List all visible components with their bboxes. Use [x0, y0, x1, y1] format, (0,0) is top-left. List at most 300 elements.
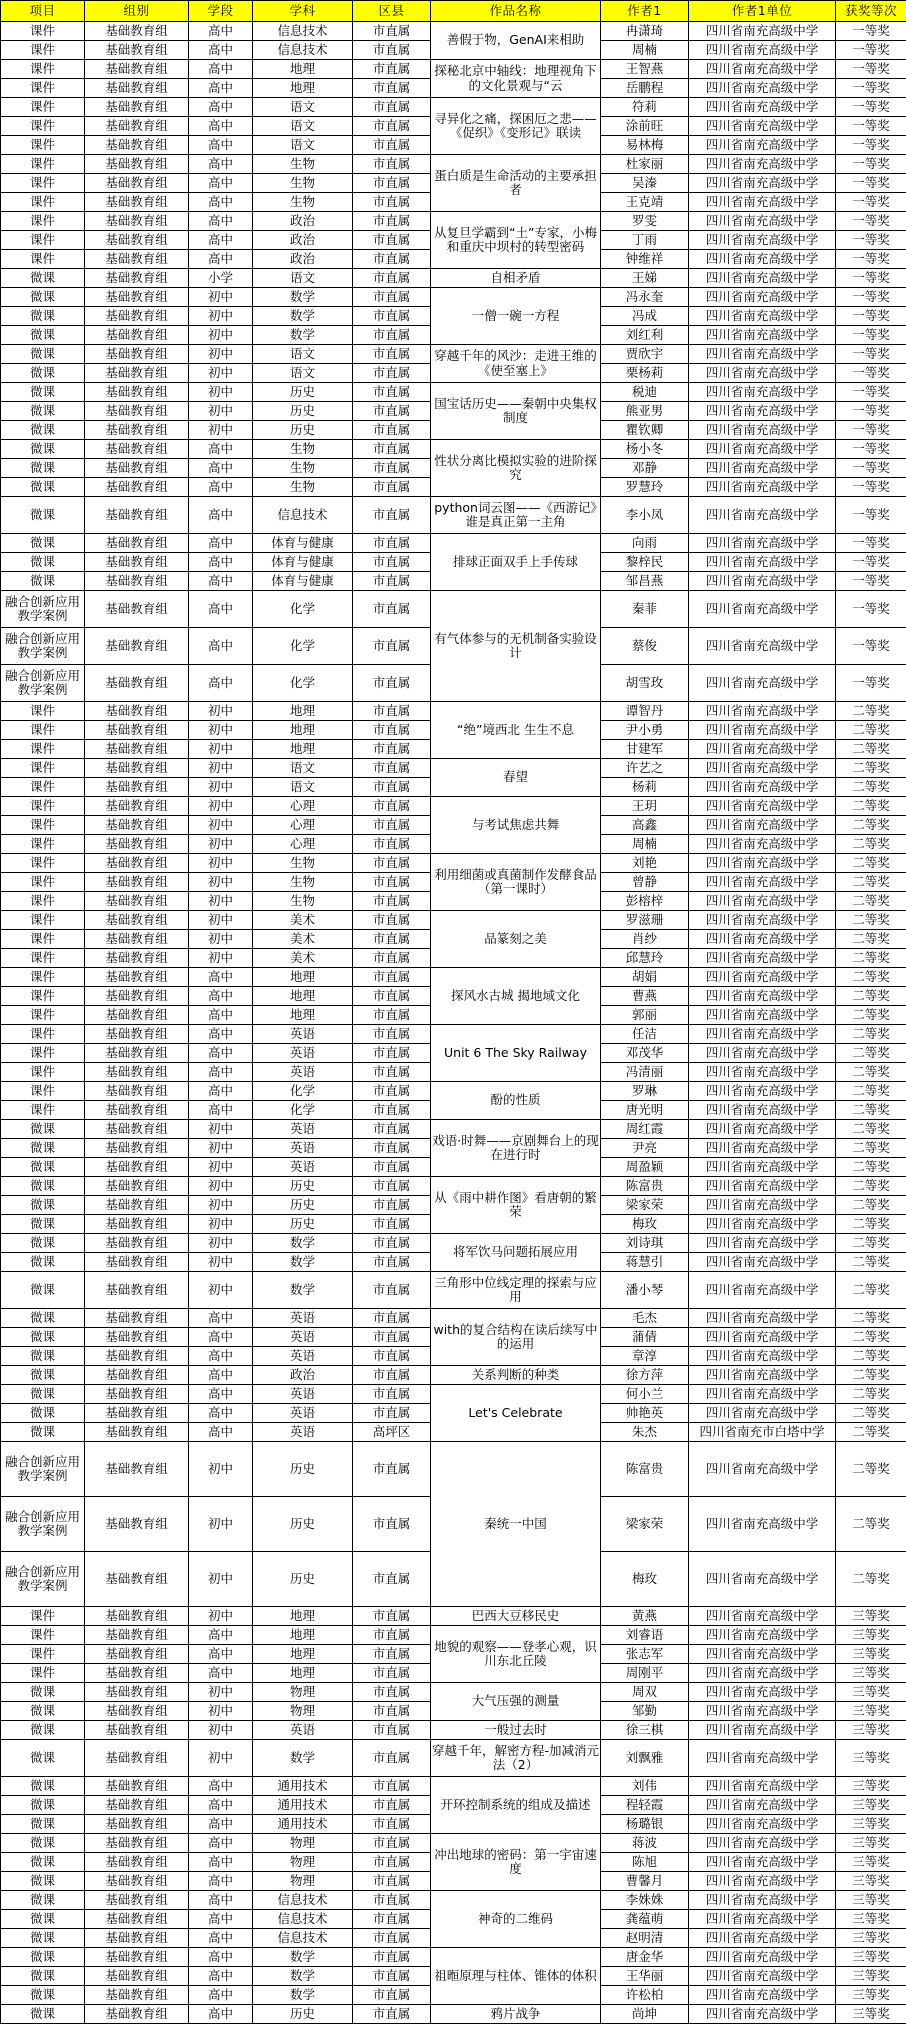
cell-unit[interactable]: 四川省南充高级中学: [689, 797, 836, 816]
table-row[interactable]: [1, 440, 906, 459]
cell-award[interactable]: 二等奖: [836, 911, 906, 930]
cell-project[interactable]: 课件: [1, 60, 85, 79]
cell-author[interactable]: 梅玫: [601, 1552, 689, 1607]
cell-group[interactable]: 基础教育组: [85, 1683, 189, 1702]
cell-author[interactable]: 符莉: [601, 98, 689, 117]
cell-district[interactable]: 市直属: [353, 835, 431, 854]
cell-stage[interactable]: 高中: [189, 1967, 253, 1986]
cell-author[interactable]: 王娣: [601, 269, 689, 288]
cell-subject[interactable]: 英语: [253, 1347, 353, 1366]
table-row[interactable]: [1, 1025, 906, 1044]
cell-author[interactable]: 梁家荣: [601, 1196, 689, 1215]
cell-project[interactable]: 微课: [1, 1815, 85, 1834]
cell-project[interactable]: 微课: [1, 364, 85, 383]
cell-project[interactable]: 微课: [1, 1309, 85, 1328]
cell-unit[interactable]: 四川省南充高级中学: [689, 1025, 836, 1044]
cell-stage[interactable]: 高中: [189, 1910, 253, 1929]
cell-author[interactable]: 周刚平: [601, 1664, 689, 1683]
table-row[interactable]: [1, 22, 906, 41]
cell-author[interactable]: 唐光明: [601, 1101, 689, 1120]
cell-district[interactable]: 市直属: [353, 1006, 431, 1025]
cell-award[interactable]: 二等奖: [836, 1309, 906, 1328]
cell-group[interactable]: 基础教育组: [85, 1215, 189, 1234]
cell-work-title[interactable]: 寻异化之痛，探困厄之悲——《促织》《变形记》联读: [431, 98, 601, 155]
cell-project[interactable]: 微课: [1, 1215, 85, 1234]
cell-project[interactable]: 课件: [1, 79, 85, 98]
cell-group[interactable]: 基础教育组: [85, 402, 189, 421]
cell-subject[interactable]: 英语: [253, 1044, 353, 1063]
cell-stage[interactable]: 高中: [189, 117, 253, 136]
cell-group[interactable]: 基础教育组: [85, 117, 189, 136]
cell-author[interactable]: 罗滋珊: [601, 911, 689, 930]
cell-unit[interactable]: 四川省南充高级中学: [689, 1740, 836, 1777]
cell-award[interactable]: 一等奖: [836, 155, 906, 174]
cell-stage[interactable]: 初中: [189, 1702, 253, 1721]
cell-group[interactable]: 基础教育组: [85, 1721, 189, 1740]
cell-work-title[interactable]: 秦统一中国: [431, 1442, 601, 1607]
cell-author[interactable]: 胡娟: [601, 968, 689, 987]
cell-project[interactable]: 微课: [1, 1796, 85, 1815]
cell-subject[interactable]: 生物: [253, 193, 353, 212]
cell-district[interactable]: 市直属: [353, 345, 431, 364]
cell-group[interactable]: 基础教育组: [85, 231, 189, 250]
cell-district[interactable]: 市直属: [353, 79, 431, 98]
cell-project[interactable]: 课件: [1, 231, 85, 250]
cell-project[interactable]: 微课: [1, 326, 85, 345]
cell-author[interactable]: 任洁: [601, 1025, 689, 1044]
table-row[interactable]: [1, 759, 906, 778]
cell-unit[interactable]: 四川省南充高级中学: [689, 1910, 836, 1929]
cell-group[interactable]: 基础教育组: [85, 1664, 189, 1683]
cell-unit[interactable]: 四川省南充高级中学: [689, 534, 836, 553]
cell-unit[interactable]: 四川省南充高级中学: [689, 1891, 836, 1910]
cell-group[interactable]: 基础教育组: [85, 1120, 189, 1139]
cell-subject[interactable]: 历史: [253, 1442, 353, 1497]
cell-group[interactable]: 基础教育组: [85, 1815, 189, 1834]
cell-project[interactable]: 课件: [1, 1645, 85, 1664]
cell-unit[interactable]: 四川省南充高级中学: [689, 778, 836, 797]
cell-stage[interactable]: 高中: [189, 60, 253, 79]
cell-author[interactable]: 曾静: [601, 873, 689, 892]
cell-stage[interactable]: 初中: [189, 1177, 253, 1196]
cell-award[interactable]: 三等奖: [836, 1721, 906, 1740]
cell-stage[interactable]: 高中: [189, 459, 253, 478]
cell-award[interactable]: 二等奖: [836, 987, 906, 1006]
table-row[interactable]: [1, 345, 906, 364]
table-row[interactable]: [1, 702, 906, 721]
cell-group[interactable]: 基础教育组: [85, 759, 189, 778]
cell-project[interactable]: 微课: [1, 1948, 85, 1967]
cell-subject[interactable]: 生物: [253, 459, 353, 478]
cell-author[interactable]: 梅玫: [601, 1215, 689, 1234]
cell-project[interactable]: 微课: [1, 2005, 85, 2024]
cell-district[interactable]: 市直属: [353, 269, 431, 288]
cell-award[interactable]: 二等奖: [836, 1442, 906, 1497]
cell-project[interactable]: 课件: [1, 22, 85, 41]
cell-unit[interactable]: 四川省南充高级中学: [689, 60, 836, 79]
cell-district[interactable]: 市直属: [353, 759, 431, 778]
cell-project[interactable]: 微课: [1, 1834, 85, 1853]
cell-stage[interactable]: 高中: [189, 1404, 253, 1423]
cell-unit[interactable]: 四川省南充高级中学: [689, 402, 836, 421]
cell-author[interactable]: 王华丽: [601, 1967, 689, 1986]
cell-project[interactable]: 微课: [1, 1872, 85, 1891]
table-row[interactable]: [1, 854, 906, 873]
cell-work-title[interactable]: 探风水古城 揭地域文化: [431, 968, 601, 1025]
cell-stage[interactable]: 高中: [189, 1948, 253, 1967]
cell-project[interactable]: 课件: [1, 1664, 85, 1683]
cell-stage[interactable]: 高中: [189, 1063, 253, 1082]
cell-award[interactable]: 一等奖: [836, 459, 906, 478]
cell-award[interactable]: 一等奖: [836, 193, 906, 212]
cell-award[interactable]: 二等奖: [836, 1006, 906, 1025]
cell-subject[interactable]: 语文: [253, 136, 353, 155]
cell-stage[interactable]: 高中: [189, 440, 253, 459]
cell-subject[interactable]: 信息技术: [253, 1929, 353, 1948]
cell-district[interactable]: 市直属: [353, 873, 431, 892]
cell-district[interactable]: 市直属: [353, 60, 431, 79]
cell-work-title[interactable]: 大气压强的测量: [431, 1683, 601, 1721]
cell-subject[interactable]: 地理: [253, 987, 353, 1006]
cell-award[interactable]: 一等奖: [836, 174, 906, 193]
cell-work-title[interactable]: 从《雨中耕作图》看唐朝的繁荣: [431, 1177, 601, 1234]
column-header-8[interactable]: 获奖等次: [836, 1, 906, 22]
cell-district[interactable]: 市直属: [353, 628, 431, 665]
cell-project[interactable]: 课件: [1, 117, 85, 136]
cell-award[interactable]: 一等奖: [836, 79, 906, 98]
cell-award[interactable]: 一等奖: [836, 402, 906, 421]
cell-subject[interactable]: 心理: [253, 835, 353, 854]
cell-group[interactable]: 基础教育组: [85, 1796, 189, 1815]
table-row[interactable]: [1, 1272, 906, 1309]
cell-author[interactable]: 蒋慧引: [601, 1253, 689, 1272]
cell-district[interactable]: 市直属: [353, 231, 431, 250]
cell-group[interactable]: 基础教育组: [85, 1872, 189, 1891]
cell-district[interactable]: 市直属: [353, 1777, 431, 1796]
cell-district[interactable]: 市直属: [353, 1834, 431, 1853]
cell-subject[interactable]: 数学: [253, 1234, 353, 1253]
cell-award[interactable]: 一等奖: [836, 665, 906, 702]
cell-group[interactable]: 基础教育组: [85, 307, 189, 326]
cell-group[interactable]: 基础教育组: [85, 1986, 189, 2005]
cell-author[interactable]: 吴溱: [601, 174, 689, 193]
cell-subject[interactable]: 政治: [253, 250, 353, 269]
cell-district[interactable]: 市直属: [353, 778, 431, 797]
cell-award[interactable]: 三等奖: [836, 1815, 906, 1834]
cell-award[interactable]: 二等奖: [836, 1366, 906, 1385]
table-row[interactable]: [1, 1777, 906, 1796]
cell-subject[interactable]: 通用技术: [253, 1815, 353, 1834]
cell-unit[interactable]: 四川省南充高级中学: [689, 1721, 836, 1740]
cell-stage[interactable]: 小学: [189, 269, 253, 288]
cell-project[interactable]: 微课: [1, 421, 85, 440]
cell-author[interactable]: 秦菲: [601, 591, 689, 628]
cell-unit[interactable]: 四川省南充高级中学: [689, 702, 836, 721]
cell-stage[interactable]: 初中: [189, 1139, 253, 1158]
cell-unit[interactable]: 四川省南充高级中学: [689, 1815, 836, 1834]
cell-subject[interactable]: 地理: [253, 79, 353, 98]
cell-stage[interactable]: 高中: [189, 41, 253, 60]
cell-author[interactable]: 丁雨: [601, 231, 689, 250]
cell-award[interactable]: 二等奖: [836, 1347, 906, 1366]
cell-group[interactable]: 基础教育组: [85, 835, 189, 854]
cell-stage[interactable]: 高中: [189, 1929, 253, 1948]
cell-subject[interactable]: 数学: [253, 288, 353, 307]
cell-award[interactable]: 二等奖: [836, 1196, 906, 1215]
cell-group[interactable]: 基础教育组: [85, 459, 189, 478]
cell-group[interactable]: 基础教育组: [85, 79, 189, 98]
cell-unit[interactable]: 四川省南充高级中学: [689, 2005, 836, 2024]
cell-work-title[interactable]: 将军饮马问题拓展应用: [431, 1234, 601, 1272]
cell-stage[interactable]: 高中: [189, 22, 253, 41]
cell-author[interactable]: 杨莉: [601, 778, 689, 797]
cell-district[interactable]: 市直属: [353, 702, 431, 721]
cell-subject[interactable]: 历史: [253, 1215, 353, 1234]
cell-award[interactable]: 二等奖: [836, 892, 906, 911]
cell-stage[interactable]: 高中: [189, 1366, 253, 1385]
cell-stage[interactable]: 初中: [189, 1552, 253, 1607]
cell-unit[interactable]: 四川省南充高级中学: [689, 1702, 836, 1721]
cell-subject[interactable]: 地理: [253, 1006, 353, 1025]
cell-group[interactable]: 基础教育组: [85, 1006, 189, 1025]
cell-district[interactable]: 市直属: [353, 1664, 431, 1683]
table-row[interactable]: [1, 797, 906, 816]
cell-unit[interactable]: 四川省南充高级中学: [689, 117, 836, 136]
cell-project[interactable]: 微课: [1, 459, 85, 478]
cell-stage[interactable]: 高中: [189, 155, 253, 174]
cell-award[interactable]: 一等奖: [836, 250, 906, 269]
cell-district[interactable]: 市直属: [353, 402, 431, 421]
cell-award[interactable]: 一等奖: [836, 117, 906, 136]
cell-project[interactable]: 课件: [1, 987, 85, 1006]
cell-author[interactable]: 邹昌燕: [601, 572, 689, 591]
cell-group[interactable]: 基础教育组: [85, 1177, 189, 1196]
cell-author[interactable]: 彭榕梓: [601, 892, 689, 911]
table-row[interactable]: [1, 968, 906, 987]
cell-group[interactable]: 基础教育组: [85, 345, 189, 364]
cell-stage[interactable]: 高中: [189, 1044, 253, 1063]
cell-district[interactable]: 市直属: [353, 478, 431, 497]
cell-unit[interactable]: 四川省南充高级中学: [689, 250, 836, 269]
cell-award[interactable]: 一等奖: [836, 231, 906, 250]
cell-district[interactable]: 市直属: [353, 1177, 431, 1196]
cell-author[interactable]: 黄燕: [601, 1607, 689, 1626]
cell-stage[interactable]: 初中: [189, 364, 253, 383]
cell-project[interactable]: 课件: [1, 702, 85, 721]
cell-group[interactable]: 基础教育组: [85, 155, 189, 174]
cell-subject[interactable]: 数学: [253, 1740, 353, 1777]
cell-subject[interactable]: 生物: [253, 440, 353, 459]
cell-award[interactable]: 二等奖: [836, 797, 906, 816]
cell-stage[interactable]: 高中: [189, 1853, 253, 1872]
cell-district[interactable]: 市直属: [353, 2005, 431, 2024]
table-row[interactable]: [1, 1385, 906, 1404]
cell-award[interactable]: 一等奖: [836, 421, 906, 440]
cell-author[interactable]: 甘建军: [601, 740, 689, 759]
cell-district[interactable]: 市直属: [353, 553, 431, 572]
cell-group[interactable]: 基础教育组: [85, 326, 189, 345]
cell-project[interactable]: 微课: [1, 1721, 85, 1740]
cell-project[interactable]: 微课: [1, 1272, 85, 1309]
cell-subject[interactable]: 历史: [253, 1177, 353, 1196]
cell-stage[interactable]: 初中: [189, 421, 253, 440]
table-row[interactable]: [1, 1721, 906, 1740]
cell-author[interactable]: 涂前旺: [601, 117, 689, 136]
cell-author[interactable]: 黎梓民: [601, 553, 689, 572]
cell-award[interactable]: 二等奖: [836, 816, 906, 835]
cell-unit[interactable]: 四川省南充高级中学: [689, 1006, 836, 1025]
cell-project[interactable]: 融合创新应用教学案例: [1, 1497, 85, 1552]
table-row[interactable]: [1, 98, 906, 117]
cell-district[interactable]: 市直属: [353, 1910, 431, 1929]
cell-district[interactable]: 市直属: [353, 1063, 431, 1082]
cell-subject[interactable]: 地理: [253, 740, 353, 759]
cell-unit[interactable]: 四川省南充高级中学: [689, 212, 836, 231]
cell-award[interactable]: 三等奖: [836, 1740, 906, 1777]
cell-stage[interactable]: 初中: [189, 1234, 253, 1253]
cell-author[interactable]: 徐三棋: [601, 1721, 689, 1740]
cell-award[interactable]: 一等奖: [836, 326, 906, 345]
table-row[interactable]: [1, 1626, 906, 1645]
cell-group[interactable]: 基础教育组: [85, 478, 189, 497]
cell-subject[interactable]: 物理: [253, 1834, 353, 1853]
cell-work-title[interactable]: 开环控制系统的组成及描述: [431, 1777, 601, 1834]
cell-district[interactable]: 市直属: [353, 721, 431, 740]
cell-unit[interactable]: 四川省南充高级中学: [689, 1948, 836, 1967]
cell-award[interactable]: 二等奖: [836, 1044, 906, 1063]
cell-district[interactable]: 市直属: [353, 1366, 431, 1385]
table-row[interactable]: [1, 1234, 906, 1253]
cell-project[interactable]: 微课: [1, 1986, 85, 2005]
cell-stage[interactable]: 高中: [189, 1815, 253, 1834]
cell-author[interactable]: 王智燕: [601, 60, 689, 79]
cell-unit[interactable]: 四川省南充高级中学: [689, 759, 836, 778]
cell-district[interactable]: 市直属: [353, 930, 431, 949]
cell-group[interactable]: 基础教育组: [85, 740, 189, 759]
cell-stage[interactable]: 初中: [189, 1442, 253, 1497]
cell-district[interactable]: 市直属: [353, 591, 431, 628]
cell-unit[interactable]: 四川省南充高级中学: [689, 816, 836, 835]
cell-subject[interactable]: 语文: [253, 269, 353, 288]
cell-stage[interactable]: 高中: [189, 1834, 253, 1853]
cell-group[interactable]: 基础教育组: [85, 1309, 189, 1328]
cell-project[interactable]: 课件: [1, 740, 85, 759]
cell-work-title[interactable]: 穿越千年的风沙：走进王维的《使至塞上》: [431, 345, 601, 383]
cell-district[interactable]: 市直属: [353, 987, 431, 1006]
cell-project[interactable]: 融合创新应用教学案例: [1, 665, 85, 702]
cell-subject[interactable]: 历史: [253, 421, 353, 440]
cell-stage[interactable]: 高中: [189, 193, 253, 212]
cell-stage[interactable]: 高中: [189, 478, 253, 497]
cell-work-title[interactable]: 关系判断的种类: [431, 1366, 601, 1385]
cell-award[interactable]: 二等奖: [836, 1234, 906, 1253]
cell-project[interactable]: 课件: [1, 778, 85, 797]
cell-stage[interactable]: 高中: [189, 1101, 253, 1120]
cell-stage[interactable]: 初中: [189, 307, 253, 326]
cell-subject[interactable]: 政治: [253, 1366, 353, 1385]
cell-stage[interactable]: 高中: [189, 1664, 253, 1683]
cell-district[interactable]: 市直属: [353, 136, 431, 155]
cell-group[interactable]: 基础教育组: [85, 1626, 189, 1645]
cell-district[interactable]: 市直属: [353, 1385, 431, 1404]
cell-award[interactable]: 三等奖: [836, 1986, 906, 2005]
cell-unit[interactable]: 四川省南充高级中学: [689, 1177, 836, 1196]
table-row[interactable]: [1, 497, 906, 534]
cell-stage[interactable]: 初中: [189, 1607, 253, 1626]
cell-group[interactable]: 基础教育组: [85, 1101, 189, 1120]
cell-unit[interactable]: 四川省南充高级中学: [689, 79, 836, 98]
cell-author[interactable]: 刘睿语: [601, 1626, 689, 1645]
cell-unit[interactable]: 四川省南充市白塔中学: [689, 1423, 836, 1442]
cell-group[interactable]: 基础教育组: [85, 553, 189, 572]
cell-project[interactable]: 微课: [1, 1404, 85, 1423]
cell-subject[interactable]: 英语: [253, 1158, 353, 1177]
cell-project[interactable]: 课件: [1, 911, 85, 930]
cell-project[interactable]: 微课: [1, 1177, 85, 1196]
cell-author[interactable]: 冉潇琦: [601, 22, 689, 41]
cell-unit[interactable]: 四川省南充高级中学: [689, 1120, 836, 1139]
cell-subject[interactable]: 英语: [253, 1404, 353, 1423]
cell-subject[interactable]: 生物: [253, 873, 353, 892]
column-header-2[interactable]: 学段: [189, 1, 253, 22]
cell-author[interactable]: 易林梅: [601, 136, 689, 155]
cell-project[interactable]: 微课: [1, 1120, 85, 1139]
cell-award[interactable]: 三等奖: [836, 1834, 906, 1853]
cell-work-title[interactable]: 自相矛盾: [431, 269, 601, 288]
cell-group[interactable]: 基础教育组: [85, 174, 189, 193]
cell-author[interactable]: 陈富贵: [601, 1442, 689, 1497]
cell-subject[interactable]: 信息技术: [253, 1910, 353, 1929]
cell-project[interactable]: 微课: [1, 553, 85, 572]
cell-stage[interactable]: 初中: [189, 930, 253, 949]
cell-project[interactable]: 微课: [1, 1702, 85, 1721]
cell-work-title[interactable]: “绝”境西北 生生不息: [431, 702, 601, 759]
cell-subject[interactable]: 地理: [253, 968, 353, 987]
cell-stage[interactable]: 初中: [189, 402, 253, 421]
cell-district[interactable]: 市直属: [353, 1929, 431, 1948]
cell-district[interactable]: 市直属: [353, 41, 431, 60]
cell-group[interactable]: 基础教育组: [85, 949, 189, 968]
cell-group[interactable]: 基础教育组: [85, 98, 189, 117]
cell-award[interactable]: 二等奖: [836, 1497, 906, 1552]
cell-unit[interactable]: 四川省南充高级中学: [689, 949, 836, 968]
cell-project[interactable]: 微课: [1, 478, 85, 497]
cell-award[interactable]: 三等奖: [836, 1948, 906, 1967]
cell-author[interactable]: 刘飘雅: [601, 1740, 689, 1777]
cell-author[interactable]: 肖纱: [601, 930, 689, 949]
cell-author[interactable]: 冯成: [601, 307, 689, 326]
cell-author[interactable]: 周双: [601, 1683, 689, 1702]
cell-group[interactable]: 基础教育组: [85, 1442, 189, 1497]
cell-work-title[interactable]: 冲出地球的密码：第一宇宙速度: [431, 1834, 601, 1891]
cell-award[interactable]: 三等奖: [836, 1872, 906, 1891]
cell-work-title[interactable]: 品篆刻之美: [431, 911, 601, 968]
cell-award[interactable]: 二等奖: [836, 1272, 906, 1309]
cell-project[interactable]: 课件: [1, 1626, 85, 1645]
cell-unit[interactable]: 四川省南充高级中学: [689, 1139, 836, 1158]
cell-stage[interactable]: 初中: [189, 1196, 253, 1215]
cell-group[interactable]: 基础教育组: [85, 1497, 189, 1552]
cell-award[interactable]: 一等奖: [836, 572, 906, 591]
cell-subject[interactable]: 政治: [253, 212, 353, 231]
cell-unit[interactable]: 四川省南充高级中学: [689, 553, 836, 572]
cell-award[interactable]: 一等奖: [836, 98, 906, 117]
cell-unit[interactable]: 四川省南充高级中学: [689, 1853, 836, 1872]
cell-group[interactable]: 基础教育组: [85, 702, 189, 721]
cell-district[interactable]: 市直属: [353, 534, 431, 553]
cell-unit[interactable]: 四川省南充高级中学: [689, 892, 836, 911]
cell-stage[interactable]: 高中: [189, 497, 253, 534]
